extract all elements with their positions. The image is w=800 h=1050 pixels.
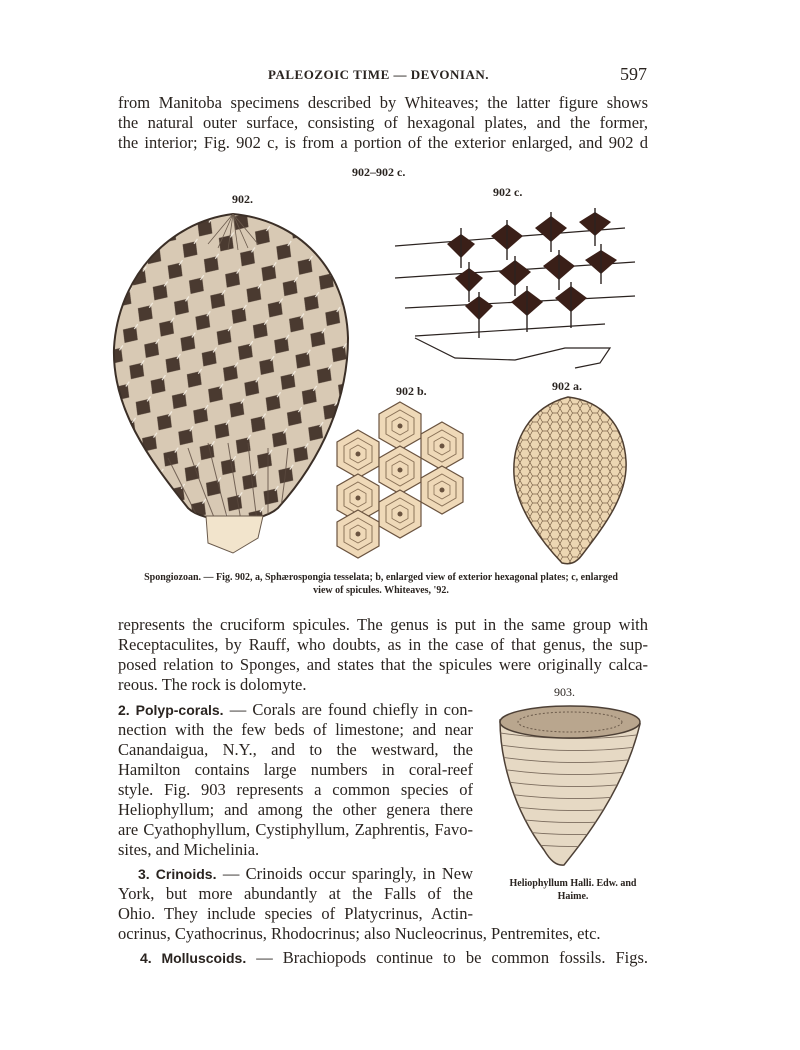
polyp-line-6: Heliophyllum; and among the other genera there: [118, 800, 473, 819]
figure-902-label: 902.: [232, 192, 253, 206]
crinoids-line-1: [138, 864, 473, 884]
polyp-line-1-text: — Corals are found chiefly in con-: [229, 700, 474, 719]
crinoids-line-3: Ohio. They include species of Platycrinus, Actin-: [118, 904, 473, 923]
figure-902a-exterior-illustration: [510, 395, 630, 565]
polyp-line-4: Hamilton contains large numbers in coral-reef: [118, 760, 473, 779]
figure-902a-label: 902 a.: [552, 379, 582, 393]
spicules-line-4: reous. The rock is dolomyte.: [118, 675, 307, 694]
crinoids-line-1-text: — Crinoids occur sparingly, in New: [222, 864, 474, 883]
crinoids-line-2: York, but more abundantly at the Falls of the: [118, 884, 473, 903]
figure-group-label: 902–902 c.: [352, 165, 406, 179]
figure-903-coral-illustration: [494, 700, 644, 870]
figure-903-caption-line-2: Haime.: [557, 891, 589, 902]
intro-line-2: the natural outer surface, consisting of hexagonal plates, and the former,: [118, 113, 648, 132]
figure-902-caption-line-2: view of spicules. Whiteaves, '92.: [313, 585, 449, 596]
figure-902b-hexagonal-plates-illustration: [320, 400, 480, 560]
polyp-heading: 2. Polyp-corals.: [118, 702, 224, 718]
polyp-line-8: sites, and Michelinia.: [118, 840, 260, 859]
polyp-line-3: Canandaigua, N.Y., and to the westward, the: [118, 740, 473, 759]
molluscoids-text: — Brachiopods continue to be common fossils. Figs.: [256, 948, 649, 967]
page-number: 597: [620, 64, 647, 84]
spicules-line-2: Receptaculites, by Rauff, who doubts, as in the case of that genus, the sup-: [118, 635, 648, 654]
polyp-line-5: style. Fig. 903 represents a common species of: [118, 780, 473, 799]
crinoids-line-4: ocrinus, Cyathocrinus, Rhodocrinus; also Nucleocrinus, Pentremites, etc.: [118, 924, 601, 943]
intro-line-1: from Manitoba specimens described by Whiteaves; the latter figure shows: [118, 93, 648, 112]
spicules-line-1: represents the cruciform spicules. The genus is put in the same group with: [118, 615, 648, 634]
figure-902c-spicules-illustration: [395, 198, 645, 378]
intro-line-3: the interior; Fig. 902 c, is from a portion of the exterior enlarged, and 902 d: [118, 133, 648, 152]
figure-902c-label: 902 c.: [493, 185, 523, 199]
polyp-line-1: [118, 700, 473, 720]
figure-903-caption-line-1: Heliophyllum Halli. Edw. and: [509, 878, 637, 889]
figure-903-label: 903.: [554, 685, 575, 699]
molluscoids-line-1: [140, 948, 648, 968]
crinoids-heading: 3. Crinoids.: [138, 866, 217, 882]
figure-902b-label: 902 b.: [396, 384, 427, 398]
figure-902-caption-line-1: Spongiozoan. — Fig. 902, a, Sphærospongia tesselata; b, enlarged view of exterior hexagonal plates; c, enlarged: [144, 572, 618, 583]
spicules-line-3: posed relation to Sponges, and states that the spicules were originally calca-: [118, 655, 648, 674]
polyp-line-7: are Cyathophyllum, Cystiphyllum, Zaphrentis, Favo-: [118, 820, 473, 839]
molluscoids-heading: 4. Molluscoids.: [140, 950, 247, 966]
polyp-line-2: nection with the few beds of limestone; and near: [118, 720, 473, 739]
running-header-title: PALEOZOIC TIME — DEVONIAN.: [268, 67, 490, 82]
